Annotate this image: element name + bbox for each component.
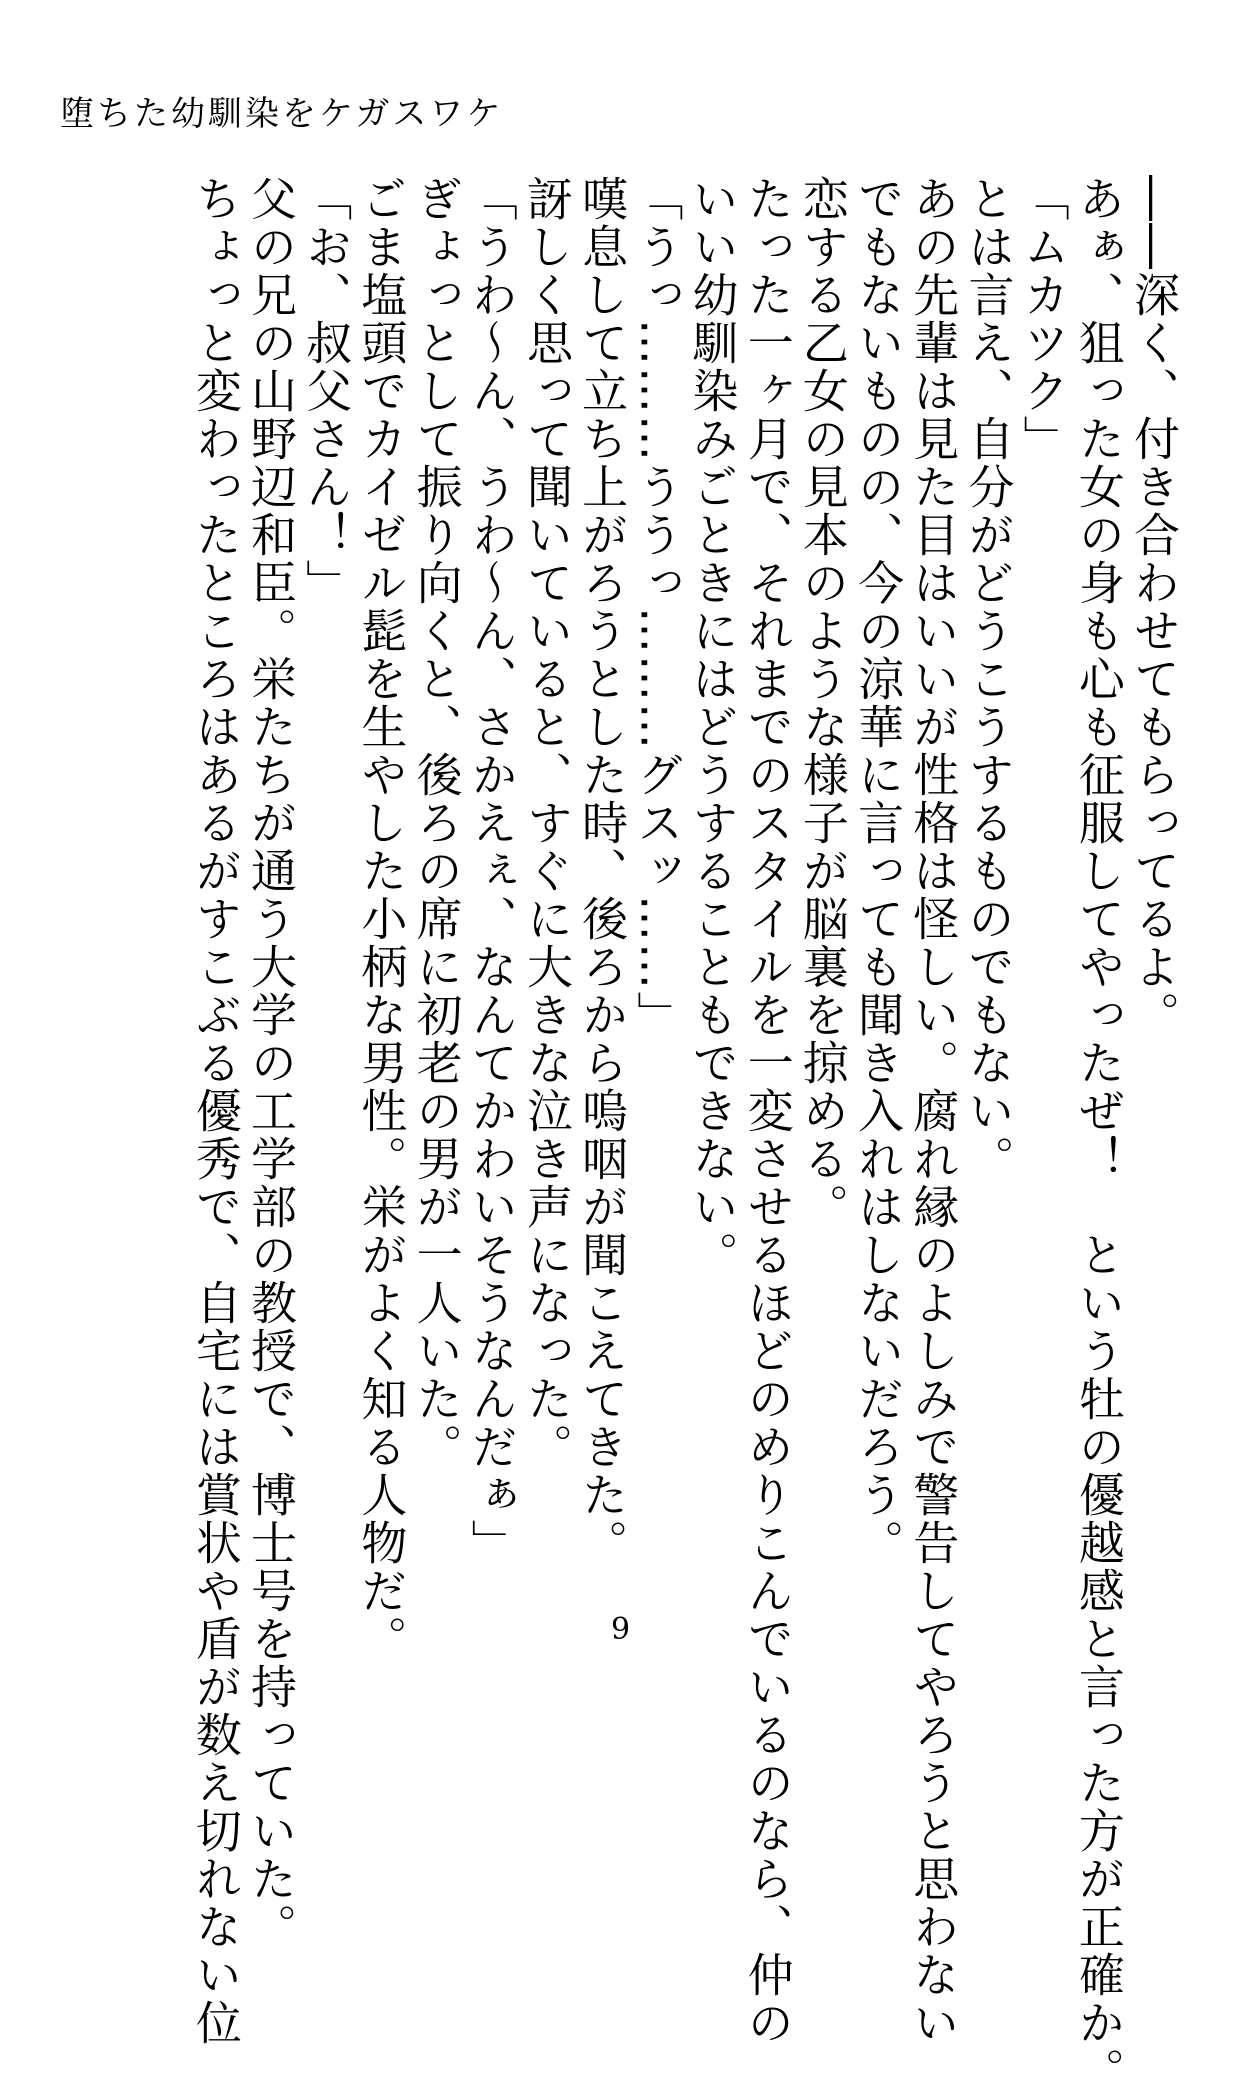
- text-line: 「お、叔父さん！」: [299, 175, 354, 607]
- text-line: 「うわ～ん、うわ～ん、さかえぇ、なんてかわいそうなんだぁ」: [464, 175, 519, 1567]
- text-line: たった一ヶ月で、それまでのスタイルを一変させるほどのめりこんでいるのなら、仲の: [740, 175, 795, 2047]
- body-text: [188, 175, 1181, 2095]
- text-line: 「うっ………ううっ………グスッ……」: [630, 175, 685, 1039]
- page-number: 9: [610, 1612, 631, 1647]
- text-line: ごま塩頭でカイゼル髭を生やした小柄な男性。栄がよく知る人物だ。: [354, 175, 409, 1663]
- text-line: 訝しく思って聞いていると、すぐに大きな泣き声になった。: [519, 175, 574, 1471]
- text-line: とは言え、自分がどうこうするものでもない。: [961, 175, 1016, 1183]
- text-line: ちょっと変わったところはあるがすこぶる優秀で、自宅には賞状や盾が数え切れない位: [188, 175, 243, 2047]
- running-header: 堕ちた幼馴染をケガスワケ: [60, 94, 504, 134]
- text-line: でもないものの、今の涼華に言っても聞き入れはしないだろう。: [851, 175, 906, 1567]
- text-line: ――深く、付き合わせてもらってるよ。: [1127, 175, 1181, 1039]
- text-line: あの先輩は見た目はいいが性格は怪しい。腐れ縁のよしみで警告してやろうと思わない: [906, 175, 961, 2047]
- text-line: ぎょっとして振り向くと、後ろの席に初老の男が一人いた。: [409, 175, 464, 1471]
- text-line: 嘆息して立ち上がろうとした時、後ろから嗚咽が聞こえてきた。: [575, 175, 630, 1567]
- text-line: あぁ、狙った女の身も心も征服してやったぜ！ という牡の優越感と言った方が正確か。: [1071, 175, 1126, 2095]
- text-line: 恋する乙女の見本のような様子が脳裏を掠める。: [795, 175, 850, 1231]
- text-line: 「ムカツク」: [1016, 175, 1071, 463]
- text-line: いい幼馴染みごときにはどうすることもできない。: [685, 175, 740, 1279]
- text-line: 父の兄の山野辺和臣。栄たちが通う大学の工学部の教授で、博士号を持っていた。: [244, 175, 298, 1951]
